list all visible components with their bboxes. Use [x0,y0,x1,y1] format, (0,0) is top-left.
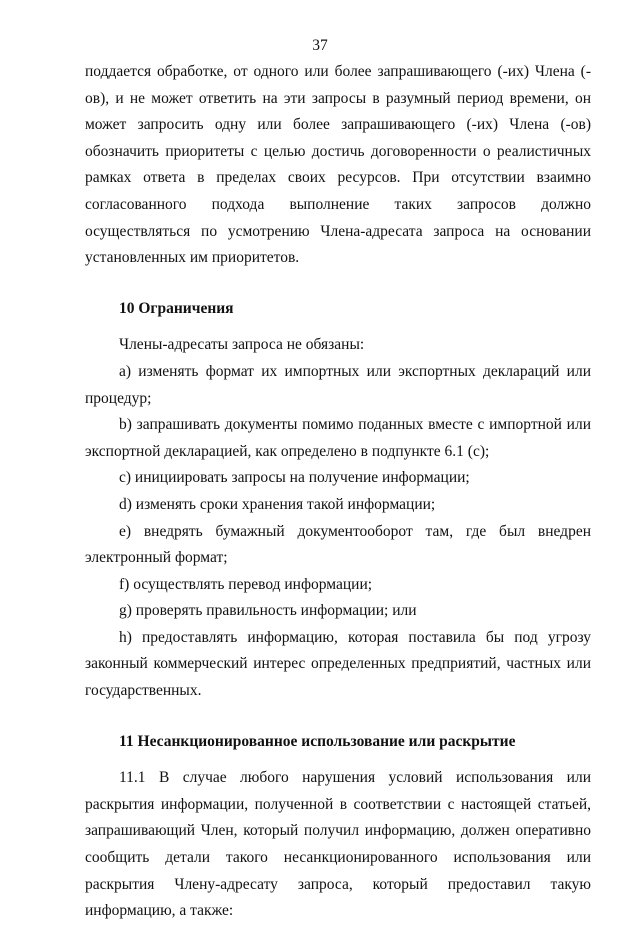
page-body [85,59,591,925]
section-10-heading: 10 Ограничения [119,299,234,317]
list-item-g: g) проверять правильность информации; или [119,602,417,620]
list-item-f: f) осуществлять перевод информации; [119,575,373,593]
list-item-c: c) инициировать запросы на получение информации; [119,469,470,487]
list-item-h: h) предоставлять информацию, которая поставила бы под угрозу законный коммерческий интерес определенных предприятий, частных или государственных. [85,628,591,700]
intro-paragraph: поддается обработке, от одного или более запрашивающего (-их) Члена (-ов), и не может ответить на эти запросы в разумный период времени, он может запросить одну или более запрашивающего (-их) Члена (-ов) обозначить приоритеты с целью достичь договоренности о реалистичных рамках ответа в пределах своих ресурсов. При отсутствии взаимно согласованного подхода выполнение таких запросов должно осуществляться по усмотрению Члена-адресата запроса на основании установленных им приоритетов. [85,63,591,267]
list-item-b: b) запрашивать документы помимо поданных вместе с импортной или экспортной декларацией, как определено в подпункте 6.1 (с); [85,416,591,460]
section-10-lead: Члены-адресаты запроса не обязаны: [119,336,365,354]
list-item-d: d) изменять сроки хранения такой информации; [119,495,436,513]
section-11-heading: 11 Несанкционированное использование или раскрытие [119,732,516,750]
section-11-paragraph: 11.1 В случае любого нарушения условий использования или раскрытия информации, полученной в соответствии с настоящей статьей, запрашивающий Член, который получил информацию, должен оперативно сообщить детали такого несанкционированного использования или раскрытия Члену-адресату запроса, который предоставил такую информацию, а также: [85,769,591,920]
page-number: 37 [312,37,328,54]
list-item-e: e) внедрять бумажный документооборот там, где был внедрен электронный формат; [85,522,591,567]
list-item-a: a) изменять формат их импортных или экспортных деклараций или процедур; [85,362,591,407]
